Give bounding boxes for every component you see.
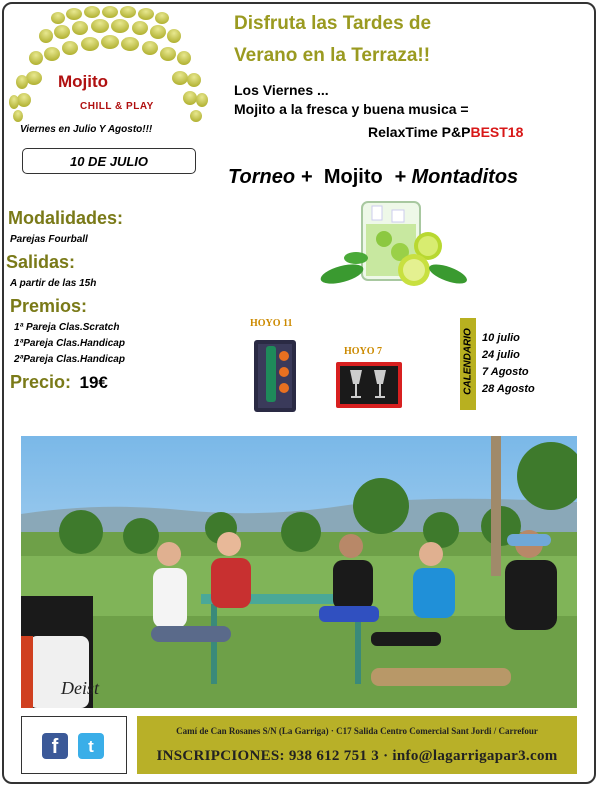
premio-item-2: 1ªPareja Clas.Handicap	[14, 338, 125, 349]
headline	[234, 8, 584, 72]
logo-subtitle: CHILL & PLAY	[80, 101, 154, 112]
precio-line	[10, 372, 108, 393]
modalidades-value: Parejas Fourball	[10, 234, 88, 245]
calendario-date-3: 7 Agosto	[482, 366, 529, 378]
precio-label: Precio:	[10, 372, 72, 392]
footer-info	[137, 716, 577, 774]
calendario-date-4: 28 Agosto	[482, 383, 535, 395]
relaxtime-line	[368, 124, 523, 140]
premio-item-3: 2ªPareja Clas.Handicap	[14, 354, 125, 365]
salidas-label: Salidas:	[6, 252, 76, 272]
torneo-part-2: Mojito	[323, 166, 383, 188]
precio-value: 19€	[79, 373, 108, 392]
hoyo-7-label: HOYO 7	[344, 346, 383, 357]
event-date-box: 10 DE JULIO	[22, 148, 196, 174]
torneo-part-3: + Montaditos	[394, 166, 519, 188]
premio-item-1: 1ª Pareja Clas.Scratch	[14, 322, 120, 333]
torneo-part-1: Torneo +	[228, 166, 313, 188]
prize-glasses-box-image	[336, 360, 402, 410]
calendario-label: CALENDARIO	[462, 328, 474, 395]
hoyo-11-label: HOYO 11	[250, 318, 293, 329]
relaxtime-label: RelaxTime P&P	[368, 124, 471, 140]
calendario-tab	[460, 318, 476, 410]
premios-label: Premios:	[10, 296, 88, 316]
logo-dates: Viernes en Julio Y Agosto!!!	[20, 124, 153, 135]
modalidades-label: Modalidades:	[8, 208, 124, 228]
footer-inscripciones[interactable]: INSCRIPCIONES: 938 612 751 3 · info@lagarrigapar3.com	[156, 748, 558, 764]
mojito-glass-image	[316, 194, 476, 294]
golf-bag-brand: Deist	[61, 678, 99, 698]
prize-bottle-box-image	[254, 336, 296, 414]
social-box	[21, 716, 127, 774]
footer-address: Camí de Can Rosanes S/N (La Garriga) · C17 Salida Centro Comercial Sant Jordi / Carrefour	[176, 726, 538, 736]
promo-code: BEST18	[470, 124, 524, 140]
salidas-value: A partir de las 15h	[10, 278, 97, 289]
intro-line-1: Los Viernes ...	[234, 82, 329, 98]
terrace-photo	[21, 436, 577, 708]
headline-line-1: Disfruta las Tardes de	[234, 13, 432, 34]
logo-title: Mojito	[58, 72, 109, 91]
torneo-line	[228, 166, 518, 189]
calendario-date-1: 10 julio	[482, 332, 520, 344]
headline-line-2: Verano en la Terraza!!	[234, 45, 431, 66]
twitter-icon[interactable]: t	[78, 733, 104, 759]
calendario-date-2: 24 julio	[482, 349, 520, 361]
facebook-icon[interactable]: f	[42, 733, 68, 759]
intro-line-2: Mojito a la fresca y buena musica =	[234, 101, 469, 117]
